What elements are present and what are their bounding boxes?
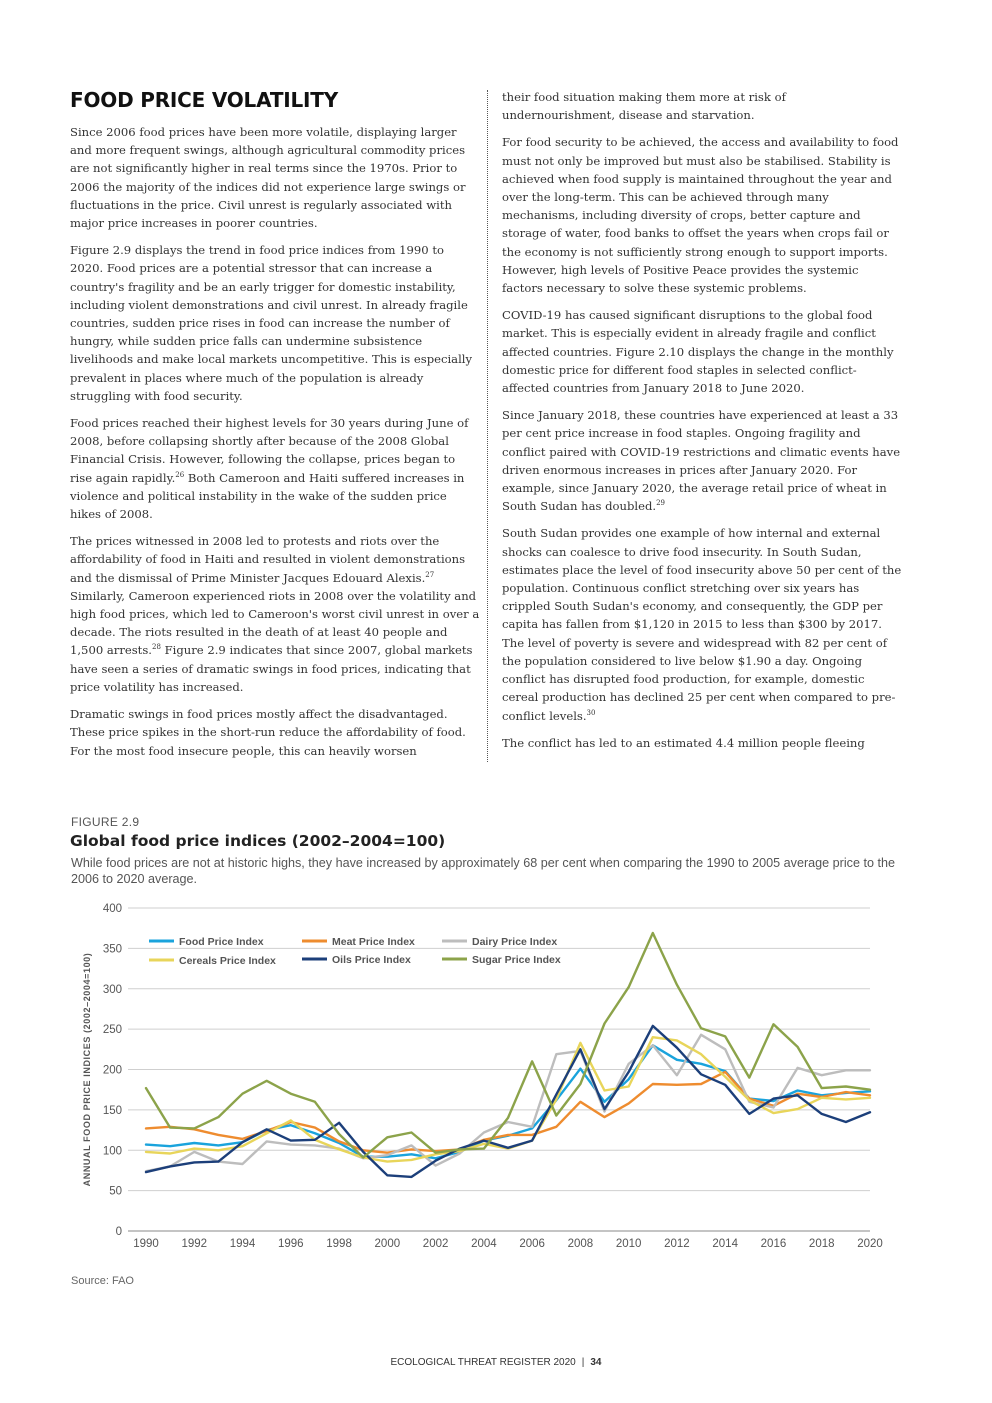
x-tick-label: 1992 [181, 1238, 208, 1250]
paragraph: The conflict has led to an estimated 4.4 million people fleeing [502, 735, 865, 750]
paragraph-text: Similarly, Cameroon experienced riots in 2008 over the volatility and high food prices, which led to Cameroon's worst civil unrest in over a decade. The riots resulted in the death of at least 40 people and 1,500 arrests. [70, 588, 480, 658]
legend-label: Meat Price Index [332, 936, 415, 948]
figure-subtitle: While food prices are not at historic highs, they have increased by approximately 68 per cent when comparing the 1990 to 2005 average price to the 2006 to 2020 average. [71, 856, 895, 886]
footer-separator: | [581, 1357, 585, 1368]
paragraph [502, 406, 902, 515]
x-tick-label: 2004 [471, 1238, 497, 1250]
section-heading: FOOD PRICE VOLATILITY [70, 88, 339, 112]
y-tick-label: 200 [102, 1064, 122, 1077]
x-tick-label: 1994 [229, 1238, 256, 1250]
footnote-ref[interactable]: 26 [175, 470, 185, 479]
x-tick-label: 1998 [326, 1238, 352, 1250]
legend-label: Food Price Index [179, 936, 264, 948]
footnote-ref[interactable]: 29 [656, 499, 665, 508]
x-tick-label: 2020 [857, 1238, 883, 1250]
paragraph: their food situation making them more at risk of undernourishment, disease and starvation. [502, 90, 786, 123]
paragraph [70, 532, 480, 696]
x-tick-label: 2016 [760, 1238, 787, 1250]
legend-label: Dairy Price Index [472, 936, 558, 948]
legend-label: Sugar Price Index [472, 954, 561, 966]
x-tick-label: 2018 [808, 1238, 835, 1250]
figure-title: Global food price indices (2002–2004=100) [70, 832, 446, 850]
paragraph: For food security to be achieved, the access and availability to food must not only be improved but must also be stabilised. Stability is achieved when food supply is maintained throughout the year and over the long-term. This can be achieved through many mechanisms, including diversity of crops, better capture and storage of water, food banks to offset the years when crops fail or the economy is not sufficiently strong enough to support imports. However, high levels of Positive Peace provides the systemic factors necessary to solve these systemic problems. [502, 135, 899, 296]
right-column [502, 88, 902, 761]
footnote-ref[interactable]: 27 [425, 570, 435, 579]
page-number: 34 [590, 1357, 602, 1368]
footnote-ref[interactable]: 28 [151, 643, 161, 652]
x-tick-label: 1990 [133, 1238, 159, 1250]
paragraph-text: Figure 2.9 indicates that since 2007, global markets have seen a series of dramatic swings in food prices, indicating that price volatility has increased. [70, 643, 473, 694]
x-tick-label: 1996 [278, 1238, 304, 1250]
paragraph-text: Since January 2018, these countries have experienced at least a 33 per cent price increase in food staples. Ongoing fragility and conflict paired with COVID-19 restrictions and climatic events have driven enormous increases in prices after January 2020. For example, since January 2020, the average retail price of wheat in South Sudan has doubled. [502, 408, 901, 514]
paragraph-text: Food prices reached their highest levels for 30 years during June of 2008, before collapsing shortly after because of the 2008 Global Financial Crisis. However, following the collapse, prices began to rise again rapidly. [70, 416, 469, 485]
x-tick-label: 2014 [712, 1238, 738, 1250]
page-footer [0, 1357, 992, 1368]
paragraph [70, 414, 480, 523]
y-tick-label: 50 [109, 1185, 122, 1198]
figure-source: Source: FAO [71, 1275, 134, 1287]
y-tick-label: 350 [102, 943, 122, 956]
x-tick-label: 2000 [374, 1238, 401, 1250]
footer-title: ECOLOGICAL THREAT REGISTER 2020 [390, 1357, 576, 1368]
legend-label: Oils Price Index [332, 954, 411, 966]
y-tick-label: 300 [102, 983, 122, 996]
paragraph: COVID-19 has caused significant disruptions to the global food market. This is especially evident in already fragile and conflict affected countries. Figure 2.10 displays the change in the monthly domestic price for different food staples in selected conflict-affected countries from January 2018 to June 2020. [502, 308, 894, 396]
paragraph-text: South Sudan provides one example of how internal and external shocks can coalesce to drive food insecurity. In South Sudan, estimates place the level of food insecurity above 50 per cent of the population. Continuous conflict stretching over six years has crippled South Sudan's economy, and consequently, the GDP per capita has fallen from $1,120 in 2015 to less than $300 by 2017. The level of poverty is severe and widespread with 82 per cent of the population considered to live below $1.90 a day. Ongoing conflict has disrupted food production, for example, domestic cereal production has declined 25 per cent when compared to pre-conflict levels. [502, 526, 902, 723]
y-tick-label: 250 [102, 1024, 122, 1037]
y-tick-label: 400 [102, 903, 122, 915]
y-axis-label: ANNUAL FOOD PRICE INDICES (2002–2004=100) [82, 952, 92, 1187]
paragraph [502, 524, 902, 724]
paragraph: Figure 2.9 displays the trend in food price indices from 1990 to 2020. Food prices are a potential stressor that can increase a country's fragility and be an early trigger for domestic instability, including violent demonstrations and civil unrest. In already fragile countries, sudden price rises in food can increase the number of hungry, while sudden price falls can undermine subsistence livelihoods and make local markets uncompetitive. This is especially prevalent in places where much of the population is already struggling with food security. [70, 243, 473, 403]
column-divider [487, 90, 488, 762]
y-tick-label: 150 [102, 1104, 122, 1117]
x-tick-label: 2008 [567, 1238, 594, 1250]
footnote-ref[interactable]: 30 [586, 708, 596, 717]
y-tick-label: 0 [115, 1226, 122, 1238]
legend-label: Cereals Price Index [179, 955, 276, 967]
paragraph: Since 2006 food prices have been more volatile, displaying larger and more frequent swings, although agricultural commodity prices are not significantly higher in real terms since the 1970s. Prior to 2006 the majority of the indices did not experience large swings or fluctuations in the price. Civil unrest is regularly associated with major price increases in poorer countries. [70, 125, 466, 231]
x-tick-label: 2010 [615, 1238, 642, 1250]
figure-number: FIGURE 2.9 [71, 815, 140, 829]
left-column [70, 123, 480, 769]
paragraph-text: The prices witnessed in 2008 led to protests and riots over the affordability of food in Haiti and resulted in violent demonstrations and the dismissal of Prime Minister Jacques Edouard Alexis. [70, 534, 466, 585]
x-tick-label: 2006 [519, 1238, 545, 1250]
line-chart [70, 895, 900, 1260]
paragraph: Dramatic swings in food prices mostly affect the disadvantaged. These price spikes in the short-run reduce the affordability of food. For the most food insecure people, this can heavily worsen [70, 707, 466, 758]
paragraph-text: Both Cameroon and Haiti suffered increases in violence and political instability in the wake of the sudden price hikes of 2008. [70, 470, 465, 522]
x-tick-label: 2012 [664, 1238, 690, 1250]
x-tick-label: 2002 [422, 1238, 449, 1250]
y-tick-label: 100 [102, 1145, 122, 1158]
